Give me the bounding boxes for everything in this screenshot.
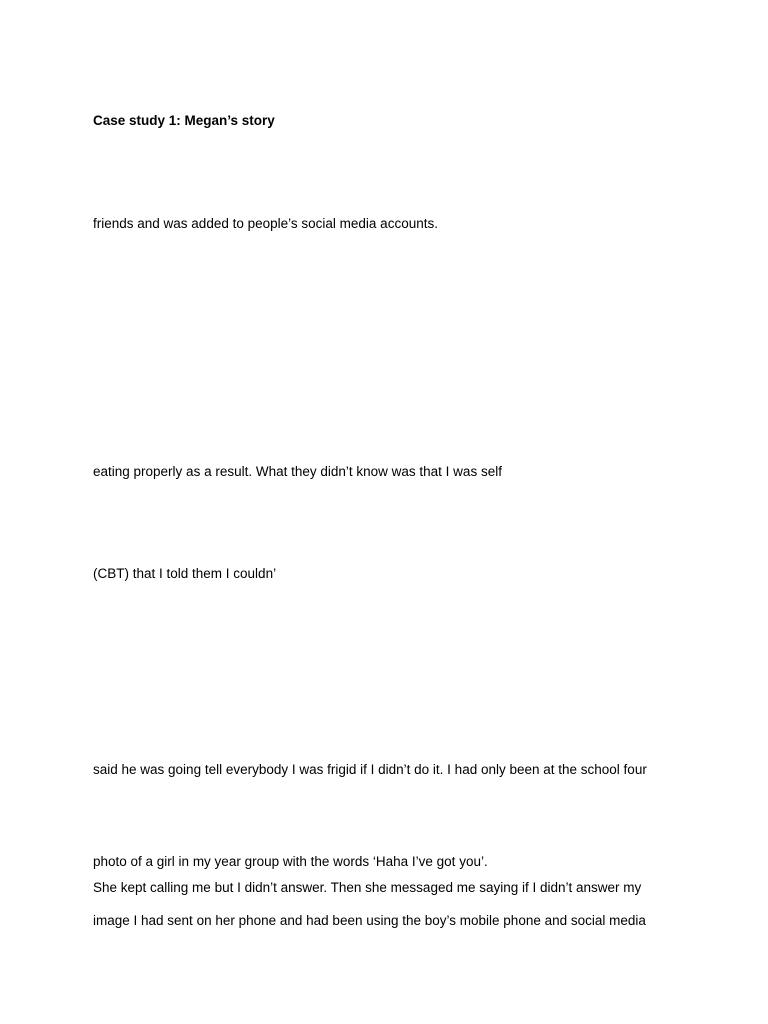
text-line: image I had sent on her phone and had been using the boy’s mobile phone and social media (93, 913, 646, 928)
case-study-title: Case study 1: Megan’s story (93, 113, 275, 128)
text-line: photo of a girl in my year group with the words ‘Haha I’ve got you’. (93, 854, 488, 869)
text-line: friends and was added to people’s social media accounts. (93, 216, 438, 231)
text-line: eating properly as a result. What they didn’t know was that I was self (93, 464, 502, 479)
text-line: She kept calling me but I didn’t answer. Then she messaged me saying if I didn’t answer my (93, 880, 642, 895)
text-line: said he was going tell everybody I was frigid if I didn’t do it. I had only been at the school four (93, 762, 647, 777)
text-line: (CBT) that I told them I couldn’ (93, 566, 277, 581)
